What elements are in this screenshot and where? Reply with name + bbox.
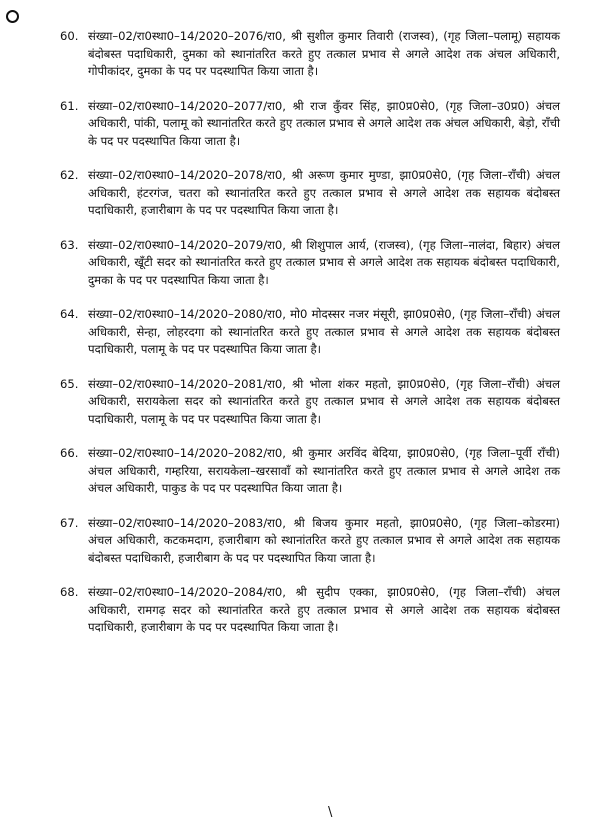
list-item (60, 167, 560, 220)
entry-number: 61. (60, 98, 79, 113)
order-entries-list (60, 28, 560, 654)
entry-number: 66. (60, 446, 79, 460)
entry-text: संख्या–02/रा0स्था0–14/2020–2079/रा0, श्री शिशुपाल आर्य, (राजस्व), (गृह जिला–नालंदा, बिहार) अंचल अधिकारी, खूँटी सदर को स्थानांतरित करते हुए तत्काल प्रभाव से अगले आदेश तक सहायक बंदोबस्त पदाधिकारी, दुमका के पद पर पदस्थापित किया जाता है। (88, 237, 560, 287)
entry-number: 64. (60, 307, 79, 321)
entry-text: संख्या–02/रा0स्था0–14/2020–2078/रा0, श्री अरूण कुमार मुण्डा, झा0प्र0से0, (गृह जिला–राँची) अंचल अधिकारी, हंटरगंज, चतरा को स्थानांतरित करते हुए तत्काल प्रभाव से अगले आदेश तक सहायक बंदोबस्त पदाधिकारी, हजारीबाग के पद पर पदस्थापित किया जाता है। (88, 168, 560, 217)
list-item (60, 376, 560, 429)
entry-number: 65. (60, 376, 79, 391)
entry-number: 67. (60, 515, 79, 530)
list-item (60, 237, 560, 290)
entry-number: 63. (60, 237, 79, 252)
entry-number: 60. (60, 29, 79, 43)
entry-text: संख्या–02/रा0स्था0–14/2020–2082/रा0, श्री कुमार अरविंद बेदिया, झा0प्र0से0, (गृह जिला–पूर्वी राँची) अंचल अधिकारी, गम्हरिया, सरायकेला–खरसावाँ को स्थानांतरित करते हुए तत्काल प्रभाव से अगले आदेश तक अंचल अधिकारी, पाकुड के पद पर पदस्थापित किया जाता है। (88, 446, 560, 495)
entry-text: संख्या–02/रा0स्था0–14/2020–2083/रा0, श्री बिजय कुमार महतो, झा0प्र0से0, (गृह जिला–कोडरमा) अंचल अधिकारी, कटकमदाग, हजारीबाग को स्थानांतरित करते हुए तत्काल प्रभाव से अगले आदेश तक सहायक बंदोबस्त पदाधिकारी, हजारीबाग के पद पर पदस्थापित किया जाता है। (88, 515, 560, 565)
list-item (60, 515, 560, 568)
entry-text: संख्या–02/रा0स्था0–14/2020–2076/रा0, श्री सुशील कुमार तिवारी (राजस्व), (गृह जिला–पलामू) सहायक बंदोबस्त पदाधिकारी, दुमका को स्थानांतरित करते हुए तत्काल प्रभाव से अगले आदेश तक अंचल अधिकारी, गोपीकांदर, दुमका के पद पर पदस्थापित किया जाता है। (88, 29, 560, 78)
corner-circle-mark (6, 10, 19, 23)
list-item (60, 306, 560, 359)
list-item (60, 445, 560, 498)
entry-text: संख्या–02/रा0स्था0–14/2020–2081/रा0, श्री भोला शंकर महतो, झा0प्र0से0, (गृह जिला–राँची) अंचल अधिकारी, सरायकेला सदर को स्थानांतरित करते हुए तत्काल प्रभाव से अगले आदेश तक सहायक बंदोबस्त पदाधिकारी, पलामू के पद पर पदस्थापित किया जाता है। (88, 376, 560, 426)
list-item (60, 584, 560, 637)
entry-number: 62. (60, 168, 79, 182)
list-item (60, 28, 560, 81)
entry-number: 68. (60, 585, 79, 599)
list-item (60, 98, 560, 151)
entry-text: संख्या–02/रा0स्था0–14/2020–2077/रा0, श्री राज कुँवर सिंह, झा0प्र0से0, (गृह जिला–उ0प्र0) अंचल अधिकारी, पांकी, पलामू को स्थानांतरित करते हुए तत्काल प्रभाव से अगले आदेश तक अंचल अधिकारी, बेड़ो, राँची के पद पर पदस्थापित किया जाता है। (88, 98, 560, 148)
entry-text: संख्या–02/रा0स्था0–14/2020–2080/रा0, मो0 मोदस्सर नजर मंसूरी, झा0प्र0से0, (गृह जिला–राँची) अंचल अधिकारी, सेन्हा, लोहरदगा को स्थानांतरित करते हुए तत्काल प्रभाव से अगले आदेश तक सहायक बंदोबस्त पदाधिकारी, पलामू के पद पर पदस्थापित किया जाता है। (88, 307, 560, 356)
page-number: \ (328, 805, 333, 820)
entry-text: संख्या–02/रा0स्था0–14/2020–2084/रा0, श्री सुदीप एक्का, झा0प्र0से0, (गृह जिला–राँची) अंचल अधिकारी, रामगढ़ सदर को स्थानांतरित करते हुए तत्काल प्रभाव से अगले आदेश तक सहायक बंदोबस्त पदाधिकारी, हजारीबाग के पद पर पदस्थापित किया जाता है। (88, 585, 560, 634)
